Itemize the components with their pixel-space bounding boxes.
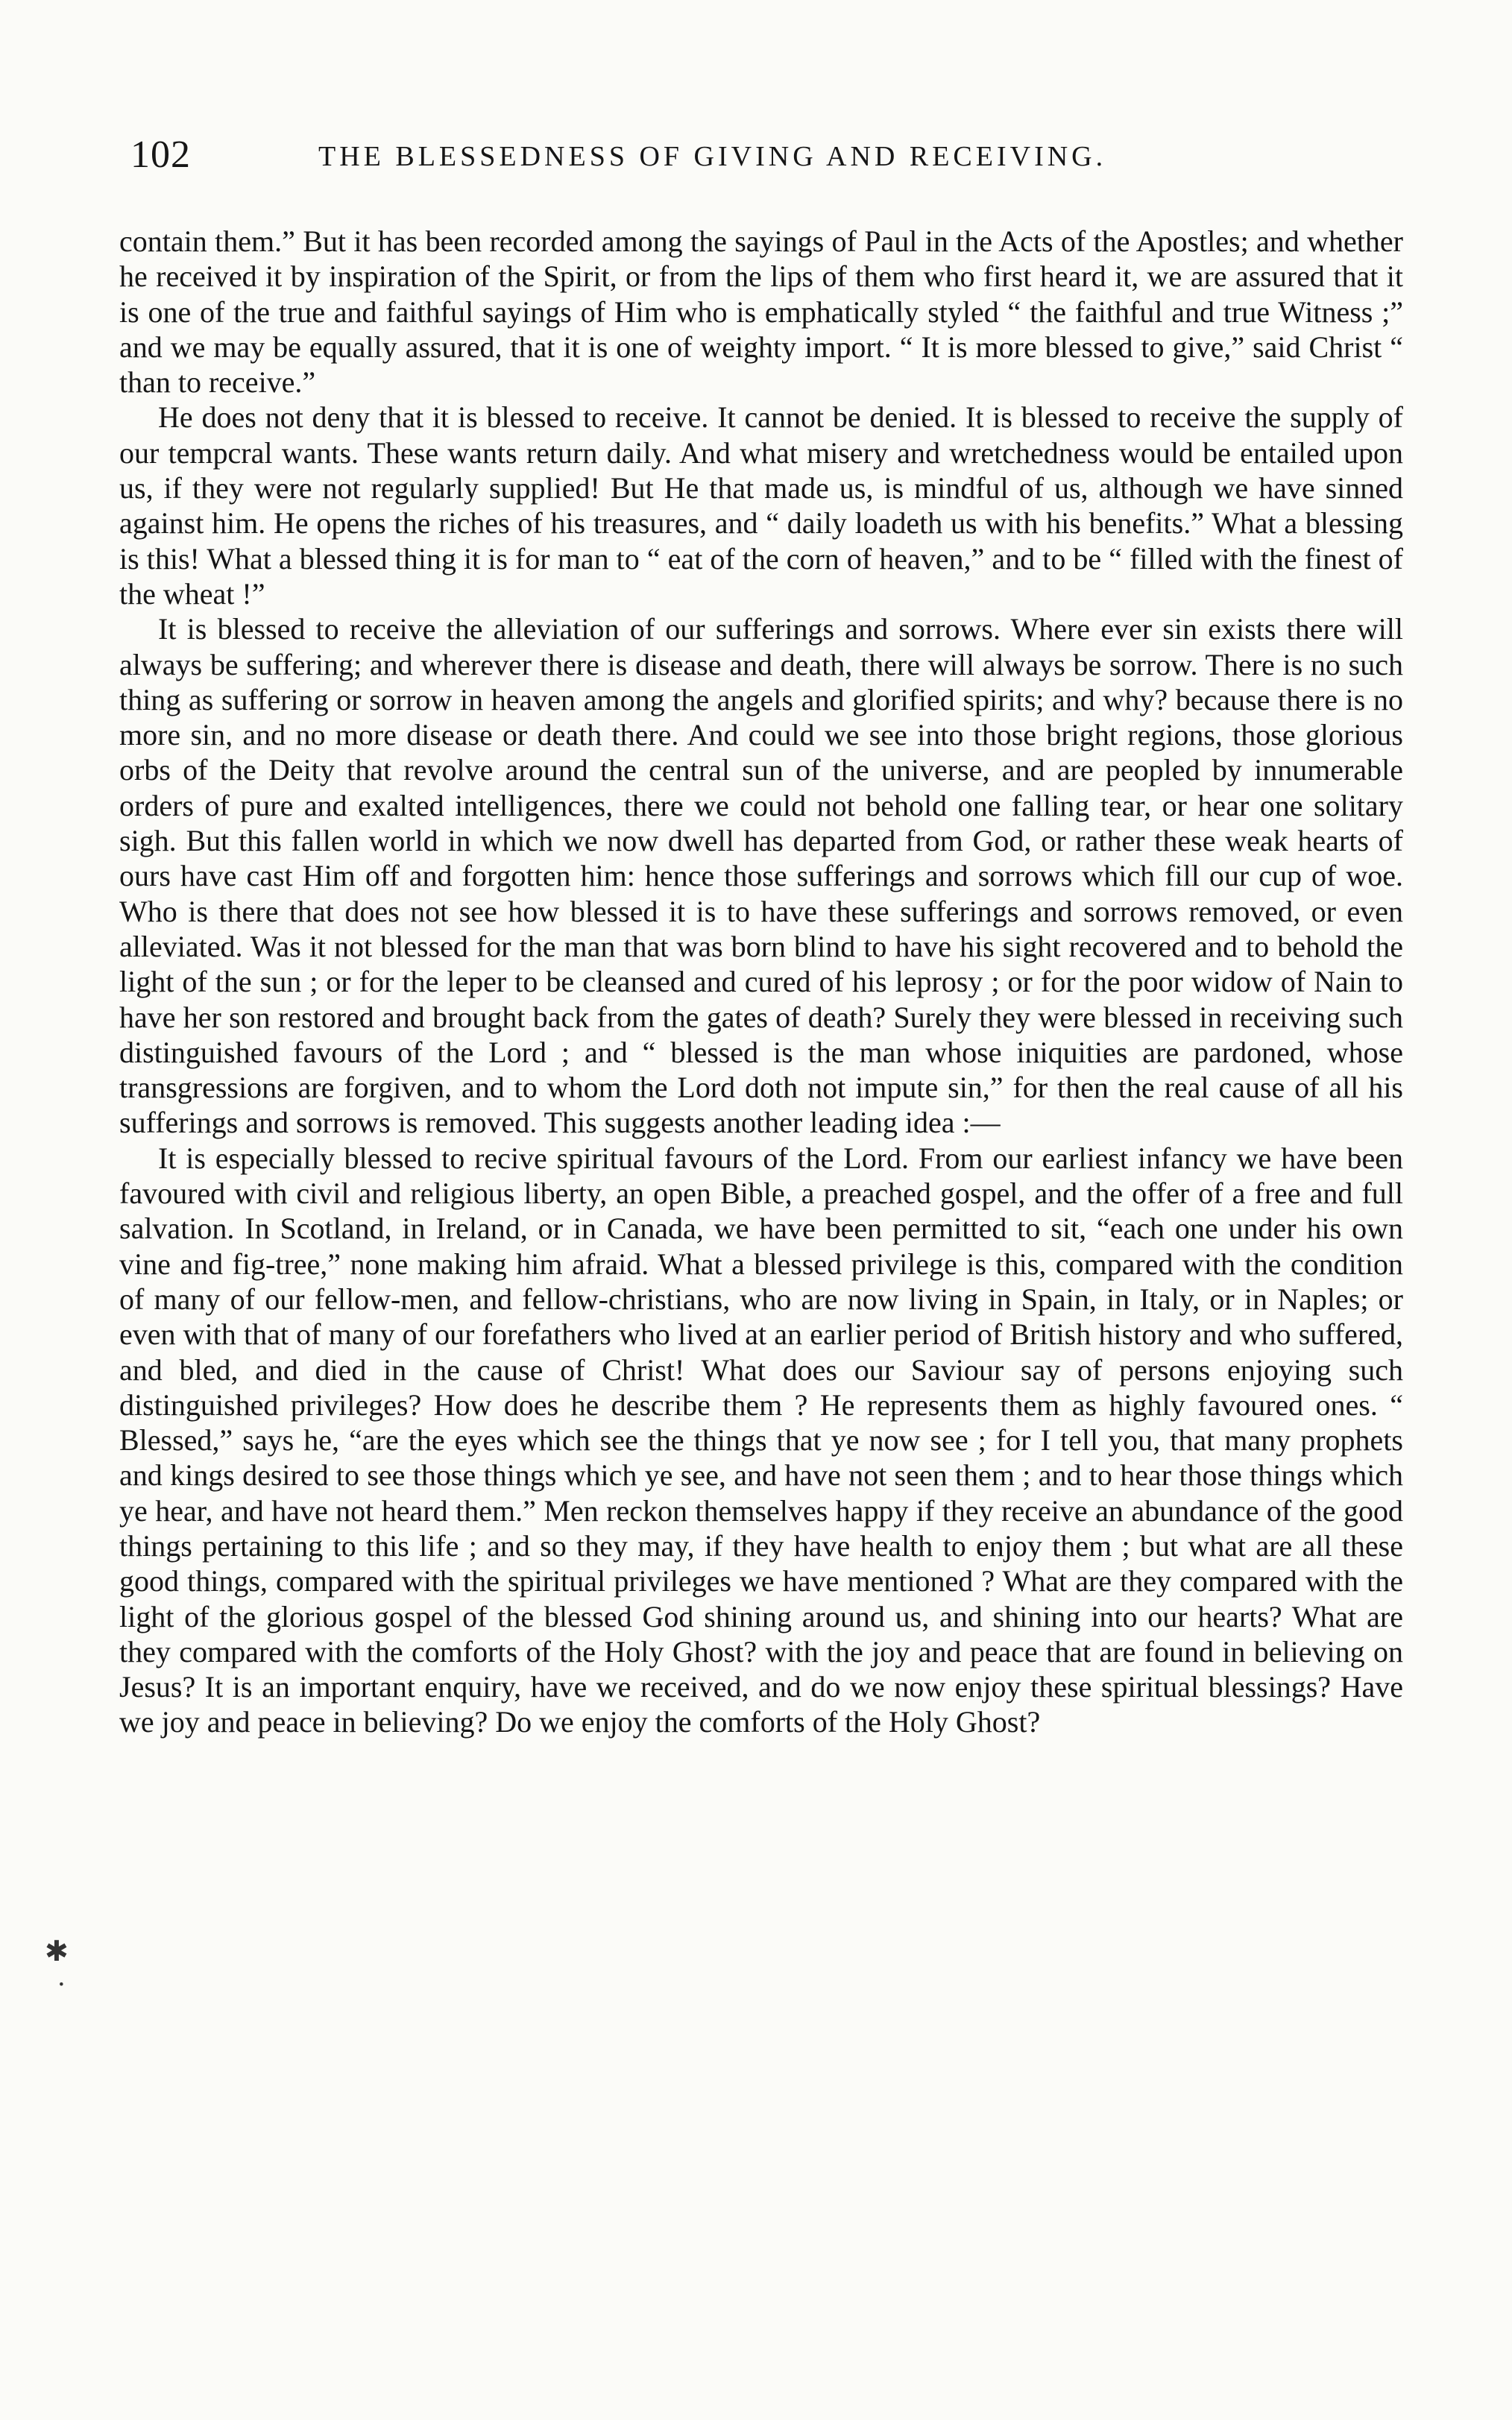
- paragraph-sufferings-sorrows: It is blessed to receive the alleviation of our sufferings and sorrows. Where ever sin exists there will always be suffering; and wherever there is disease and death, there will always be sorrow. There is no such thing as suffering or sorrow in heaven among the angels and glorified spirits; and why? because there is no more sin, and no more disease or death there. And could we see into those bright regions, those glorious orbs of the Deity that revolve around the central sun of the universe, and are peopled by innumerable orders of pure and exalted intelligences, there we could not behold one falling tear, or hear one solitary sigh. But this fallen world in which we now dwell has departed from God, or rather these weak hearts of ours have cast Him off and forgotten him: hence those sufferings and sorrows which fill our cup of woe. Who is there that does not see how blessed it is to have these sufferings and sorrows removed, or even alleviated. Was it not blessed for the man that was born blind to have his sight recovered and to behold the light of the sun ; or for the leper to be cleansed and cured of his leprosy ; or for the poor widow of Nain to have her son restored and brought back from the gates of death? Surely they were blessed in receiving such distinguished favours of the Lord ; and “ blessed is the man whose iniquities are pardoned, whose transgressions are forgiven, and to whom the Lord doth not impute sin,” for then the real cause of all his sufferings and sorrows is removed. This suggests another leading idea :—: [119, 612, 1403, 1140]
- paragraph-spiritual-favours: It is especially blessed to recive spiritual favours of the Lord. From our earliest infancy we have been favoured with civil and religious liberty, an open Bible, a preached gospel, and the offer of a free and full salvation. In Scotland, in Ireland, or in Canada, we have been permitted to sit, “each one under his own vine and fig-tree,” none making him afraid. What a blessed privilege is this, compared with the condition of many of our fellow-men, and fellow-christians, who are now living in Spain, in Italy, or in Naples; or even with that of many of our forefathers who lived at an earlier period of British history and who suffered, and bled, and died in the cause of Christ! What does our Saviour say of persons enjoying such distinguished privileges? How does he describe them ? He represents them as highly favoured ones. “ Blessed,” says he, “are the eyes which see the things that ye now see ; for I tell you, that many prophets and kings desired to see those things which ye see, and have not seen them ; and to hear those things which ye hear, and have not heard them.” Men reckon themselves happy if they receive an abundance of the good things pertaining to this life ; and so they may, if they have health to enjoy them ; but what are all these good things, compared with the spiritual privileges we have mentioned ? What are they compared with the light of the glorious gospel of the blessed God shining around us, and shining into our hearts? What are they compared with the comforts of the Holy Ghost? with the joy and peace that are found in believing on Jesus? It is an important enquiry, have we received, and do we now enjoy these spiritual blessings? Have we joy and peace in believing? Do we enjoy the comforts of the Holy Ghost?: [119, 1141, 1403, 1739]
- margin-smudge: ✱: [45, 1936, 69, 1967]
- page-header: [123, 133, 1405, 192]
- paragraph-continuation: contain them.” But it has been recorded among the sayings of Paul in the Acts of the Apostles; and whether he received it by inspiration of the Spirit, or from the lips of them who first heard it, we are assured that it is one of the true and faithful sayings of Him who is emphatically styled “ the faithful and true Witness ;” and we may be equally assured, that it is one of weighty import. “ It is more blessed to give,” said Christ “ than to receive.”: [119, 224, 1403, 400]
- margin-smudge: ·: [57, 1969, 66, 2000]
- body-text: [119, 224, 1403, 1740]
- running-title: THE BLESSEDNESS OF GIVING AND RECEIVING.: [318, 141, 1107, 172]
- page-number: 102: [130, 133, 191, 176]
- paragraph-temporal-wants: He does not deny that it is blessed to receive. It cannot be denied. It is blessed to receive the supply of our tempcral wants. These wants return daily. And what misery and wretchedness would be entailed upon us, if they were not regularly supplied! But He that made us, is mindful of us, although we have sinned against him. He opens the riches of his treasures, and “ daily loadeth us with his benefits.” What a blessing is this! What a blessed thing it is for man to “ eat of the corn of heaven,” and to be “ filled with the finest of the wheat !”: [119, 400, 1403, 611]
